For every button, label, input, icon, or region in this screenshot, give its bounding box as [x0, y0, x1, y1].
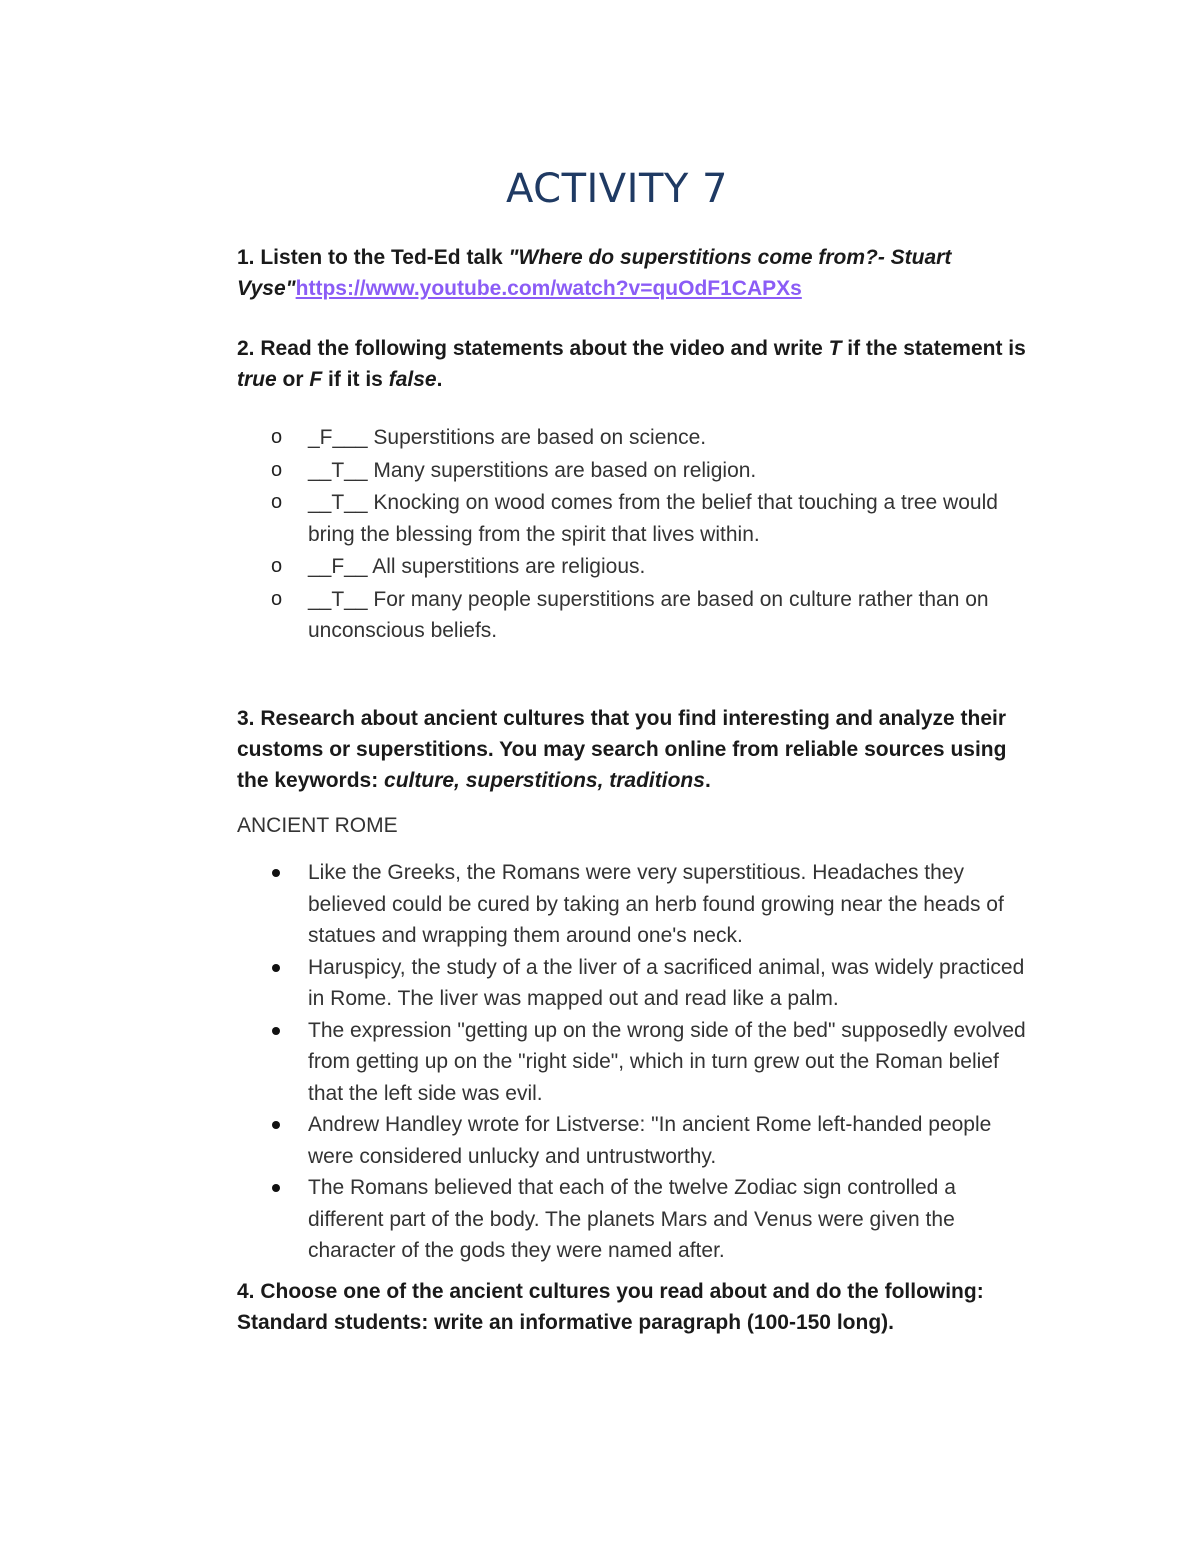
bullet-icon: [272, 964, 280, 972]
list-item: [237, 1015, 1037, 1110]
question-1: [237, 242, 1037, 304]
rome-list: [237, 857, 1037, 1267]
question-2-text: .: [436, 368, 443, 391]
list-item: [237, 487, 1037, 550]
statement-text: __F__ All superstitions are religious.: [308, 555, 646, 578]
question-3-text: 3. Research about ancient cultures that you find interesting and analyze their customs or superstitions. You may search online from reliable sources using the keywords:: [237, 707, 1007, 792]
bullet-icon: [272, 1184, 280, 1192]
keywords: culture, superstitions, traditions: [384, 769, 705, 792]
list-item: [237, 455, 1037, 487]
list-item: [237, 551, 1037, 583]
page-title: ACTIVITY 7: [505, 166, 728, 212]
circle-bullet-icon: o: [271, 491, 283, 513]
t-letter: T: [828, 337, 842, 360]
item-text: Haruspicy, the study of a the liver of a sacrificed animal, was widely practiced in Rome. The liver was mapped out and read like a palm.: [308, 955, 1025, 1010]
question-2-text: if it is: [322, 368, 389, 391]
question-2-text: if the statement is: [841, 337, 1026, 360]
question-2-text: or: [276, 368, 310, 391]
circle-bullet-icon: o: [271, 426, 283, 448]
f-letter: F: [309, 368, 323, 391]
circle-bullet-icon: o: [271, 458, 283, 481]
list-item: [237, 857, 1037, 952]
list-item: [237, 584, 1037, 647]
bullet-icon: [272, 1121, 280, 1129]
bullet-icon: [272, 1027, 280, 1035]
list-item: [237, 1172, 1037, 1267]
statement-text: __T__ For many people superstitions are based on culture rather than on unconscious beliefs.: [308, 587, 989, 642]
circle-bullet-icon: o: [271, 587, 283, 610]
question-4-subtext: Standard students: write an informative paragraph (100-150 long).: [237, 1311, 894, 1334]
question-4: [237, 1276, 1037, 1338]
question-1-lead: 1. Listen to the Ted-Ed talk: [237, 246, 509, 269]
youtube-link[interactable]: https://www.youtube.com/watch?v=quOdF1CAPXs: [295, 277, 802, 300]
talk-title: "Where do superstitions come from?- Stuart Vyse": [237, 246, 952, 300]
item-text: Andrew Handley wrote for Listverse: "In ancient Rome left-handed people were considered unlucky and untrustworthy.: [308, 1113, 992, 1168]
item-text: The expression "getting up on the wrong side of the bed" supposedly evolved from getting up on the "right side", which in turn grew out the Roman belief that the left side was evil.: [308, 1018, 1026, 1105]
statement-text: __T__ Many superstitions are based on religion.: [308, 458, 757, 482]
list-item: [237, 1109, 1037, 1172]
question-2-text: 2. Read the following statements about the video and write: [237, 337, 829, 360]
question-3: [237, 703, 1037, 796]
question-2: [237, 333, 1037, 395]
section-heading: ANCIENT ROME: [237, 814, 398, 837]
item-text: Like the Greeks, the Romans were very superstitious. Headaches they believed could be cured by taking an herb found growing near the heads of statues and wrapping them around one's neck.: [308, 861, 1004, 947]
true-word: true: [237, 368, 277, 391]
statement-text: _F___ Superstitions are based on science.: [308, 426, 707, 449]
question-3-end: .: [704, 769, 711, 792]
statement-text: __T__ Knocking on wood comes from the belief that touching a tree would bring the blessing from the spirit that lives within.: [308, 491, 998, 546]
circle-bullet-icon: o: [271, 555, 283, 577]
question-4-text: 4. Choose one of the ancient cultures you read about and do the following:: [237, 1280, 984, 1303]
item-text: The Romans believed that each of the twelve Zodiac sign controlled a different part of the body. The planets Mars and Venus were given the character of the gods they were named after.: [308, 1176, 956, 1262]
false-word: false: [388, 368, 437, 391]
true-false-list: [237, 422, 1037, 648]
list-item: [237, 952, 1037, 1015]
bullet-icon: [272, 869, 280, 877]
list-item: [237, 422, 1037, 454]
